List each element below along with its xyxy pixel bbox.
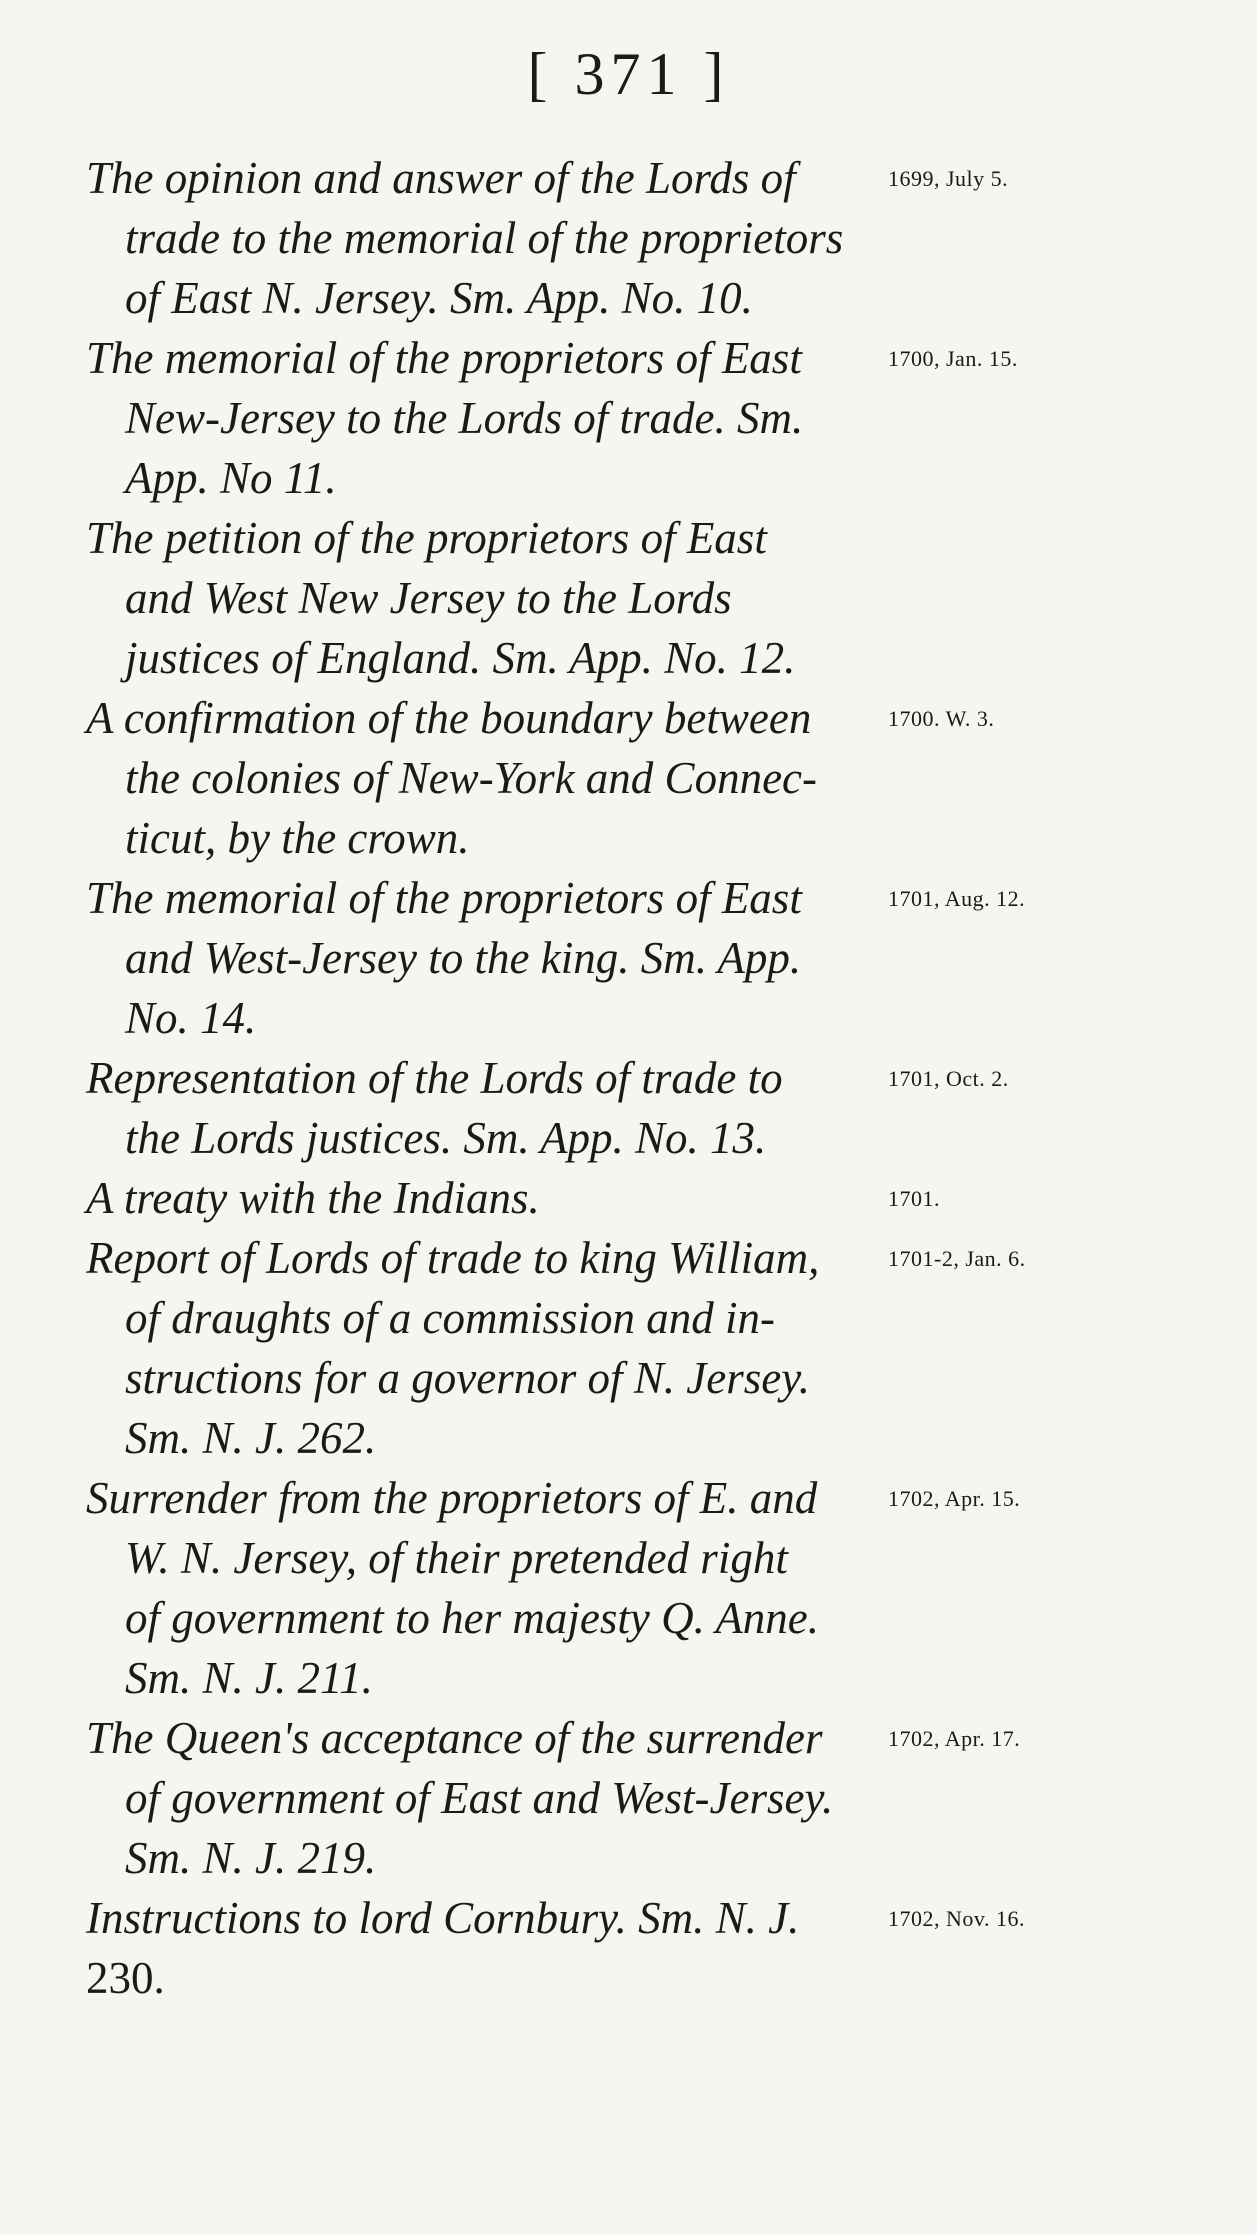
entry-text-line: The Queen's acceptance of the surrender — [86, 1713, 823, 1763]
entry-text-line: A confirmation of the boundary between — [86, 693, 812, 743]
entry-text-line: ticut, by the crown. — [125, 813, 470, 863]
entry-text-line: structions for a governor of N. Jersey. — [125, 1353, 810, 1403]
entry-text-line: Report of Lords of trade to king William, — [86, 1233, 820, 1283]
entry-text-line: Surrender from the proprietors of E. and — [86, 1473, 818, 1523]
entry-text-line: justices of England. Sm. App. No. 12. — [125, 633, 796, 683]
entry-date: 1702, Nov. 16. — [888, 1906, 1025, 1931]
entry-date: 1701, Aug. 12. — [888, 886, 1026, 911]
entry-date: 1699, July 5. — [888, 166, 1009, 191]
entry-text-line: The memorial of the proprietors of East — [86, 333, 802, 383]
entry-text-line: The opinion and answer of the Lords of — [86, 153, 796, 203]
entry-text-line: Instructions to lord Cornbury. Sm. N. J. — [86, 1893, 800, 1943]
entry-text-line: and West New Jersey to the Lords — [125, 573, 732, 623]
entry-text-line: the Lords justices. Sm. App. No. 13. — [125, 1113, 767, 1163]
entry-date: 1701-2, Jan. 6. — [888, 1246, 1026, 1271]
entry-text-line: 230. — [86, 1953, 165, 2003]
entry-date: 1702, Apr. 15. — [888, 1486, 1021, 1511]
page-number: [ 371 ] — [527, 41, 730, 107]
entry-text-line: Representation of the Lords of trade to — [86, 1053, 783, 1103]
entry-text-line: and West-Jersey to the king. Sm. App. — [125, 933, 802, 983]
entry-text-line: No. 14. — [125, 993, 257, 1043]
entry-text-line: trade to the memorial of the proprietors — [125, 213, 844, 263]
entry-text-line: of draughts of a commission and in- — [125, 1293, 776, 1343]
entry-date: 1700. W. 3. — [888, 706, 995, 731]
entry-date: 1701, Oct. 2. — [888, 1066, 1009, 1091]
entry-text-line: The memorial of the proprietors of East — [86, 873, 802, 923]
entry-text-line: of government of East and West-Jersey. — [125, 1773, 834, 1823]
entry-text-line: New-Jersey to the Lords of trade. Sm. — [125, 393, 804, 443]
entry-text-line: App. No 11. — [125, 453, 337, 503]
entry-text-line: A treaty with the Indians. — [86, 1173, 540, 1223]
entry-text-line: the colonies of New-York and Connec- — [125, 753, 818, 803]
entry-text-line: of East N. Jersey. Sm. App. No. 10. — [125, 273, 753, 323]
entry-text-line: W. N. Jersey, of their pretended right — [125, 1533, 788, 1583]
entry-date: 1700, Jan. 15. — [888, 346, 1018, 371]
entry-text-line: Sm. N. J. 262. — [125, 1413, 377, 1463]
entry-text-line: The petition of the proprietors of East — [86, 513, 767, 563]
entry-text-line: Sm. N. J. 211. — [125, 1653, 373, 1703]
entry-text-line: of government to her majesty Q. Anne. — [125, 1593, 820, 1643]
entry-date: 1701. — [888, 1186, 940, 1211]
entry-date: 1702, Apr. 17. — [888, 1726, 1021, 1751]
entry-text-line: Sm. N. J. 219. — [125, 1833, 377, 1883]
